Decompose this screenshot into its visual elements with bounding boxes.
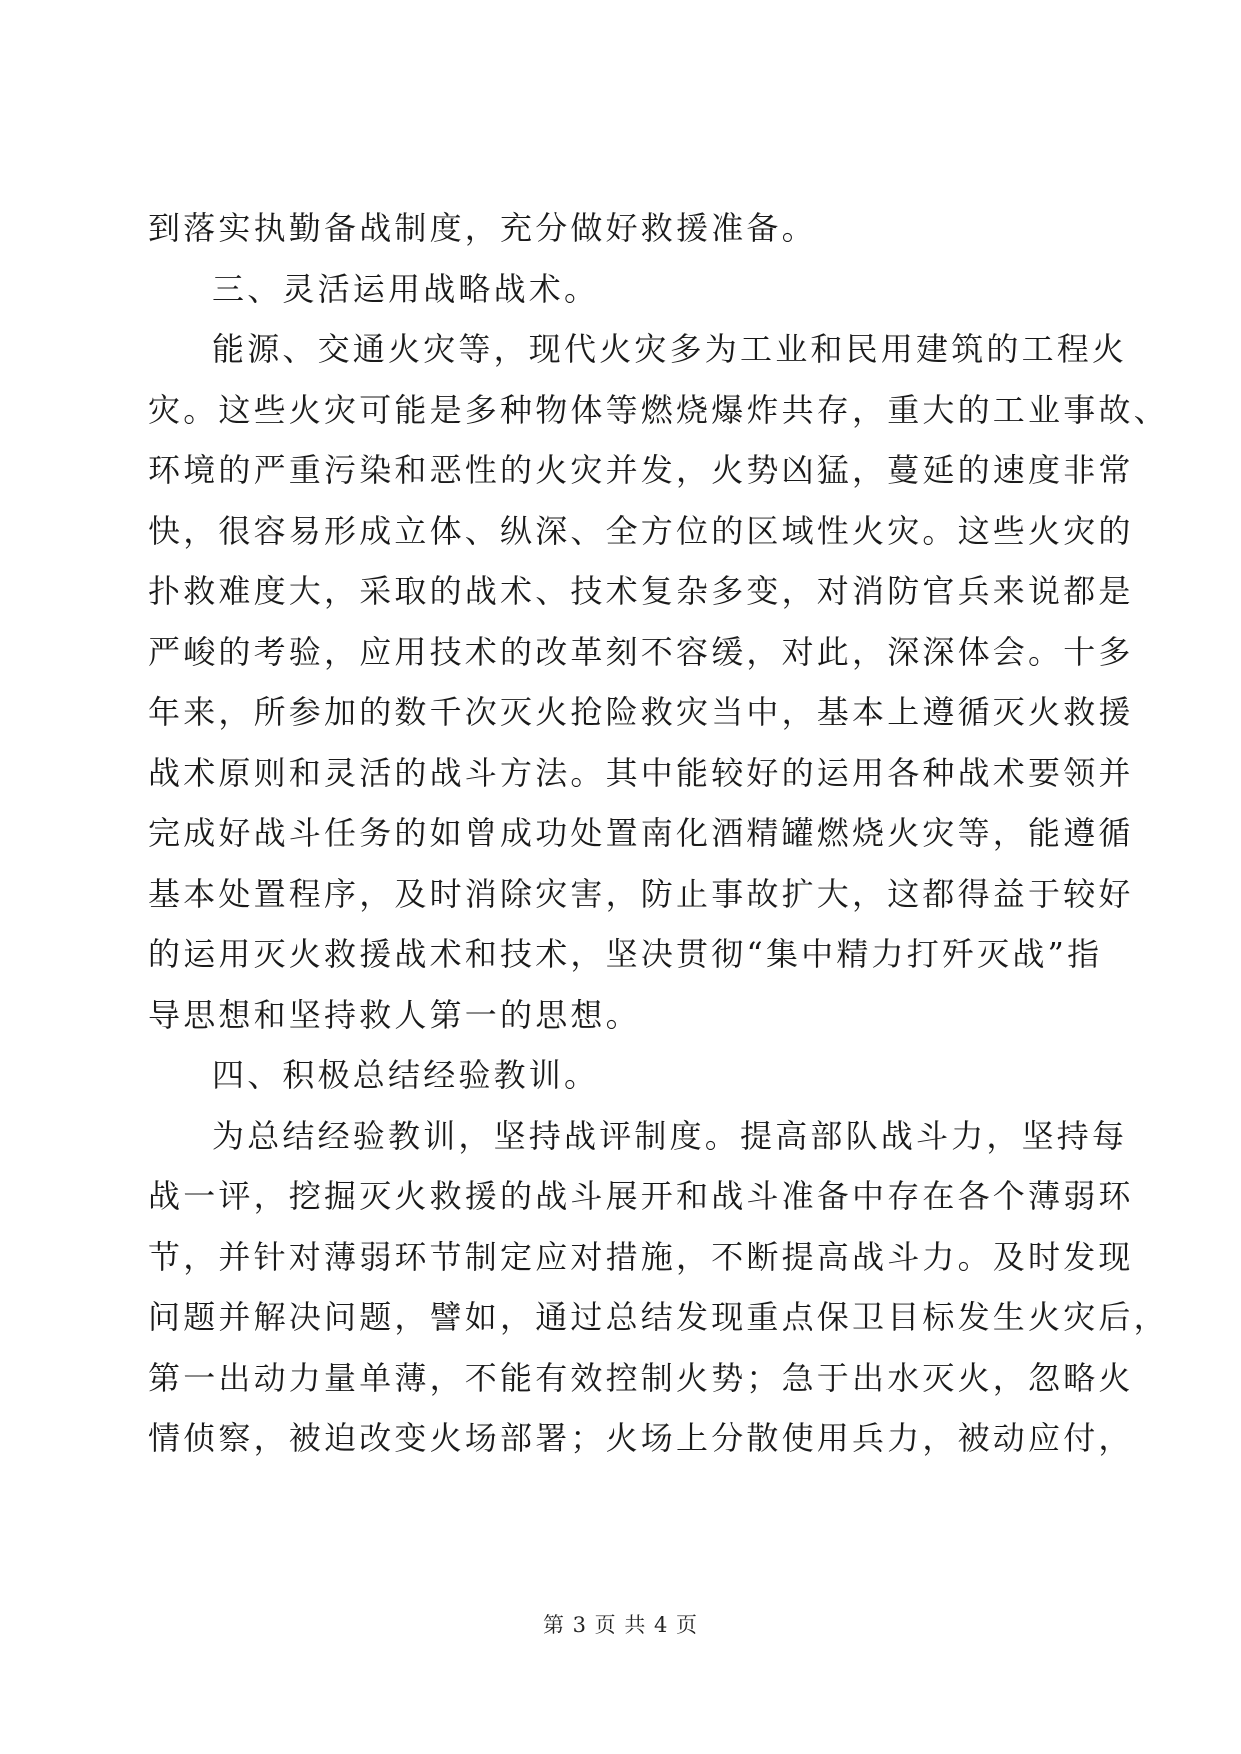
paragraph-line: 第一出动力量单薄，不能有效控制火势；急于出水灭火，忽略火: [148, 1358, 1134, 1397]
document-body: [148, 198, 1169, 1469]
paragraph-line: 战术原则和灵活的战斗方法。其中能较好的运用各种战术要领并: [148, 753, 1134, 792]
paragraph-line: 完成好战斗任务的如曾成功处置南化酒精罐燃烧火灾等，能遵循: [148, 814, 1134, 852]
paragraph-line: 严峻的考验，应用技术的改革刻不容缓，对此，深深体会。十多: [148, 632, 1134, 671]
paragraph-line: 问题并解决问题，譬如，通过总结发现重点保卫目标发生火灾后，: [148, 1298, 1169, 1336]
paragraph-line: 为总结经验教训，坚持战评制度。提高部队战斗力，坚持每: [212, 1116, 1128, 1155]
paragraph-line: 年来，所参加的数千次灭火抢险救灾当中，基本上遵循灭火救援: [148, 693, 1134, 731]
paragraph-line: 扑救难度大，采取的战术、技术复杂多变，对消防官兵来说都是: [148, 572, 1134, 610]
paragraph-line: 基本处置程序，及时消除灾害，防止事故扩大，这都得益于较好: [148, 874, 1134, 913]
paragraph-line: 节，并针对薄弱环节制定应对措施，不断提高战斗力。及时发现: [148, 1237, 1134, 1276]
paragraph-line: 到落实执勤备战制度，充分做好救援准备。: [148, 209, 817, 247]
paragraph-line: 的运用灭火救援战术和技术，坚决贯彻“集中精力打歼灭战”指: [148, 935, 1103, 973]
paragraph-line: 能源、交通火灾等，现代火灾多为工业和民用建筑的工程火: [212, 330, 1128, 368]
paragraph-line: 战一评，挖掘灭火救援的战斗展开和战斗准备中存在各个薄弱环: [148, 1177, 1134, 1215]
paragraph-line: 灾。这些火灾可能是多种物体等燃烧爆炸共存，重大的工业事故、: [148, 390, 1169, 429]
page-number: 第 3 页 共 4 页: [542, 1613, 699, 1637]
paragraph-line: 快，很容易形成立体、纵深、全方位的区域性火灾。这些火灾的: [148, 511, 1134, 550]
page-footer: [0, 1609, 1241, 1639]
paragraph-line: 情侦察，被迫改变火场部署；火场上分散使用兵力，被动应付，: [148, 1419, 1134, 1457]
paragraph-line: 环境的严重污染和恶性的火灾并发，火势凶猛，蔓延的速度非常: [148, 451, 1134, 489]
section-heading: 四、积极总结经验教训。: [212, 1056, 600, 1094]
section-heading: 三、灵活运用战略战术。: [212, 269, 600, 308]
paragraph-line: 导思想和坚持救人第一的思想。: [148, 995, 641, 1034]
